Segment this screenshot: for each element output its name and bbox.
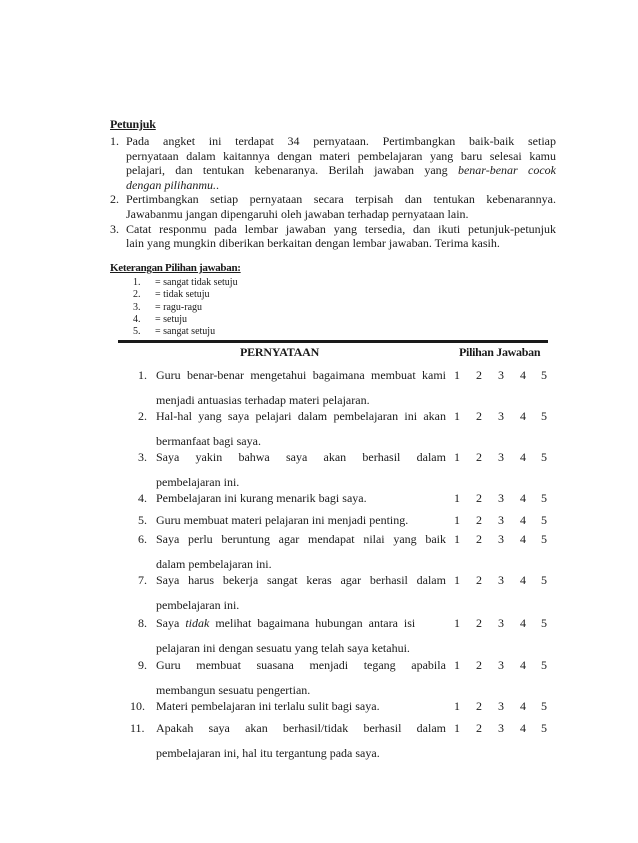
statement-word: akan	[323, 450, 347, 464]
option-number: 2.	[133, 289, 141, 301]
statement-word: mendapat	[307, 532, 355, 546]
statement-word: akan	[245, 721, 268, 735]
statement-word: dalam	[416, 450, 446, 464]
statement-word: perlu	[188, 532, 213, 546]
statement-word: tegang	[363, 658, 396, 672]
rating-scale	[130, 409, 550, 423]
rating-option[interactable]: 4	[520, 368, 526, 382]
statement-word: apabila	[411, 658, 446, 672]
answer-option	[133, 314, 238, 326]
statement-word: saya	[208, 721, 230, 735]
statement-column-header: PERNYATAAN	[240, 345, 320, 359]
answer-options-list	[133, 277, 238, 338]
statement-row	[130, 409, 550, 450]
rating-scale	[130, 616, 550, 630]
statement-line: pelajaran ini dengan sesuatu yang telah saya ketahui.	[156, 641, 410, 655]
statement-line: pembelajaran ini, hal itu tergantung pada saya.	[156, 746, 380, 760]
statement-word: Guru	[156, 368, 181, 382]
instruction-item	[110, 222, 556, 251]
instructions-heading: Petunjuk	[110, 117, 156, 131]
rating-option[interactable]: 5	[541, 513, 547, 527]
rating-scale	[130, 513, 550, 527]
statement-number: 7.	[138, 573, 147, 587]
answer-option	[133, 277, 238, 289]
rating-option[interactable]: 3	[498, 368, 504, 382]
statement-word: benar-benar	[187, 368, 245, 382]
rating-option[interactable]: 3	[498, 699, 504, 713]
statement-word: agar	[340, 573, 362, 587]
instructions-list	[110, 134, 556, 251]
statement-number: 9.	[138, 658, 147, 672]
statement-word: harus	[188, 573, 215, 587]
rating-option[interactable]: 4	[520, 721, 526, 735]
statement-word: suasana	[256, 658, 294, 672]
statement-word: yang	[393, 532, 417, 546]
statement-word: dalam	[416, 721, 446, 735]
rating-option[interactable]: 1	[454, 532, 460, 546]
statement-word: yakin	[195, 450, 223, 464]
rating-option[interactable]: 1	[454, 699, 460, 713]
statement-word: berhasil	[369, 573, 408, 587]
rating-option[interactable]: 2	[476, 450, 482, 464]
statement-word: dalam	[416, 573, 446, 587]
statement-word: Saya	[156, 532, 180, 546]
rating-scale	[130, 699, 550, 713]
statement-word: pembelajaran	[333, 409, 399, 423]
statement-word: berhasil	[363, 721, 402, 735]
rating-option[interactable]: 3	[498, 616, 504, 630]
table-top-rule	[118, 340, 548, 343]
statement-number: 8.	[138, 616, 147, 630]
instruction-italic-text: dengan pilihanmu.	[126, 177, 216, 192]
statement-row	[130, 368, 550, 409]
statement-line: bermanfaat bagi saya.	[156, 434, 261, 448]
rating-option[interactable]: 5	[541, 491, 547, 505]
rating-option[interactable]: 2	[476, 532, 482, 546]
rating-scale	[130, 721, 550, 735]
option-label: = ragu-ragu	[155, 301, 203, 313]
rating-option[interactable]: 1	[454, 721, 460, 735]
rating-option[interactable]: 4	[520, 491, 526, 505]
rating-option[interactable]: 5	[541, 368, 547, 382]
rating-option[interactable]: 4	[520, 658, 526, 672]
rating-option[interactable]: 3	[498, 573, 504, 587]
option-number: 4.	[133, 313, 141, 325]
statement-number: 2.	[138, 409, 147, 423]
rating-option[interactable]: 3	[498, 721, 504, 735]
rating-option[interactable]: 1	[454, 450, 460, 464]
rating-option[interactable]: 5	[541, 532, 547, 546]
rating-option[interactable]: 2	[476, 658, 482, 672]
rating-option[interactable]: 2	[476, 699, 482, 713]
answer-option	[133, 326, 238, 338]
rating-option[interactable]: 5	[541, 658, 547, 672]
rating-option[interactable]: 4	[520, 573, 526, 587]
instruction-line: lain yang mungkin diberikan berkaitan dengan lembar jawaban. Terima kasih.	[126, 236, 500, 251]
rating-scale	[130, 368, 550, 382]
statement-word: Guru membuat materi pelajaran ini menjadi penting.	[156, 513, 409, 527]
statement-line: dalam pembelajaran ini.	[156, 557, 272, 571]
statement-word: akan	[423, 409, 446, 423]
statement-word: yang	[198, 409, 222, 423]
statement-row	[130, 699, 550, 719]
rating-option[interactable]: 2	[476, 573, 482, 587]
rating-option[interactable]: 2	[476, 409, 482, 423]
statement-word: ini	[404, 409, 418, 423]
option-number: 1.	[133, 277, 141, 288]
instruction-line: Pertimbangkan setiap pernyataan secara terpisah dan tentukan kebenarannya.	[126, 192, 556, 207]
instruction-number: 2.	[110, 192, 119, 207]
statement-word: agar	[278, 532, 300, 546]
rating-option[interactable]: 5	[541, 409, 547, 423]
rating-option[interactable]: 2	[476, 513, 482, 527]
statement-line: membangun sesuatu pengertian.	[156, 683, 311, 697]
statement-number: 6.	[138, 532, 147, 546]
rating-option[interactable]: 4	[520, 699, 526, 713]
rating-option[interactable]: 4	[520, 616, 526, 630]
statement-row	[130, 721, 550, 762]
rating-option[interactable]: 3	[498, 491, 504, 505]
statement-word: pelajari	[255, 409, 292, 423]
statement-row	[130, 450, 550, 491]
rating-scale	[130, 532, 550, 546]
statement-word: sangat	[266, 573, 298, 587]
statement-row	[130, 616, 550, 657]
instruction-line: Pada angket ini terdapat 34 pernyataan. Pertimbangkan baik-baik setiap	[126, 134, 556, 148]
rating-option[interactable]: 1	[454, 658, 460, 672]
option-number: 5.	[133, 326, 141, 338]
instruction-item	[110, 134, 556, 192]
rating-scale	[130, 491, 550, 505]
rating-option[interactable]: 4	[520, 532, 526, 546]
rating-option[interactable]: 1	[454, 368, 460, 382]
option-label: = setuju	[155, 313, 188, 325]
instruction-line: Jawabanmu jangan dipengaruhi oleh jawaban terhadap pernyataan lain.	[126, 206, 469, 221]
statement-number: 4.	[138, 491, 147, 505]
answer-option	[133, 289, 238, 301]
rating-option[interactable]: 3	[498, 450, 504, 464]
statement-row	[130, 532, 550, 573]
statement-text-part: melihat bagaimana hubungan antara isi	[209, 616, 416, 630]
option-label: = tidak setuju	[155, 289, 210, 301]
rating-option[interactable]: 3	[498, 532, 504, 546]
rating-option[interactable]: 4	[520, 513, 526, 527]
statement-word: baik	[425, 532, 446, 546]
statement-number: 5.	[138, 513, 147, 527]
option-number: 3.	[133, 301, 141, 313]
choice-column-header: Pilihan Jawaban	[459, 345, 541, 359]
rating-option[interactable]: 5	[541, 721, 547, 735]
statement-line: pembelajaran ini.	[156, 475, 240, 489]
rating-option[interactable]: 1	[454, 491, 460, 505]
rating-option[interactable]: 5	[541, 699, 547, 713]
statement-number: 1.	[138, 368, 147, 382]
statement-word: Saya	[156, 573, 180, 587]
statement-row	[130, 513, 550, 533]
statement-word: saya	[285, 450, 308, 464]
rating-option[interactable]: 1	[454, 616, 460, 630]
instruction-item	[110, 192, 556, 221]
statement-word: membuat	[196, 658, 241, 672]
statement-italic-text: tidak	[185, 616, 210, 630]
option-label: = sangat tidak setuju	[155, 277, 238, 288]
statement-number: 3.	[138, 450, 147, 464]
rating-option[interactable]: 3	[498, 513, 504, 527]
statement-word: menjadi	[309, 658, 349, 672]
instruction-text: pelajari, dan tentukan kebenaranya. Berilah jawaban yang	[126, 163, 458, 178]
statement-word: saya	[227, 409, 250, 423]
rating-option[interactable]: 3	[498, 658, 504, 672]
statement-word: membuat	[371, 368, 416, 382]
statement-word: keras	[306, 573, 332, 587]
statement-row	[130, 573, 550, 614]
answer-option	[133, 302, 238, 314]
instruction-italic-text: benar-benar cocok	[457, 163, 556, 178]
answer-key-heading: Keterangan Pilihan jawaban:	[110, 262, 241, 274]
instruction-line	[126, 178, 556, 193]
statement-word: beruntung	[221, 532, 270, 546]
statement-word: berhasil/tidak	[282, 721, 349, 735]
rating-option[interactable]: 2	[476, 616, 482, 630]
rating-option[interactable]: 2	[476, 491, 482, 505]
statement-word: mengetahui	[250, 368, 307, 382]
rating-option[interactable]: 1	[454, 513, 460, 527]
instruction-number: 1.	[110, 134, 119, 148]
rating-scale	[130, 658, 550, 672]
statement-word: bagaimana	[312, 368, 365, 382]
rating-scale	[130, 573, 550, 587]
statement-row	[130, 491, 550, 511]
instruction-line: pernyataan dalam kaitannya dengan materi pembelajaran yang baru selesai kamu	[126, 148, 556, 163]
statement-word: Saya	[156, 450, 180, 464]
instruction-text: .	[216, 177, 219, 192]
option-label: = sangat setuju	[155, 326, 216, 338]
statement-word: berhasil	[362, 450, 401, 464]
rating-option[interactable]: 4	[520, 450, 526, 464]
statement-row	[130, 658, 550, 699]
instruction-line	[126, 163, 556, 178]
statement-word: bekerja	[222, 573, 259, 587]
rating-option[interactable]: 5	[541, 450, 547, 464]
statement-line: pembelajaran ini.	[156, 598, 240, 612]
statement-number: 11.	[130, 721, 145, 735]
rating-option[interactable]: 5	[541, 573, 547, 587]
statement-word: kami	[422, 368, 446, 382]
rating-option[interactable]: 1	[454, 409, 460, 423]
statement-word: Apakah	[156, 721, 194, 735]
rating-option[interactable]: 1	[454, 573, 460, 587]
rating-scale	[130, 450, 550, 464]
rating-option[interactable]: 2	[476, 368, 482, 382]
statement-word: Hal-hal	[156, 409, 192, 423]
statement-word: Materi pembelajaran ini terlalu sulit bagi saya.	[156, 699, 380, 713]
statement-number: 10.	[130, 699, 145, 713]
statement-word: nilai	[363, 532, 385, 546]
statement-word: dalam	[297, 409, 328, 423]
statement-line: menjadi antuasias terhadap materi pelajaran.	[156, 393, 370, 407]
instruction-line: Catat responmu pada lembar jawaban yang tersedia, dan ikuti petunjuk-petunjuk	[126, 221, 556, 236]
instruction-number: 3.	[110, 221, 119, 236]
rating-option[interactable]: 5	[541, 616, 547, 630]
rating-option[interactable]: 3	[498, 409, 504, 423]
rating-option[interactable]: 2	[476, 721, 482, 735]
rating-option[interactable]: 4	[520, 409, 526, 423]
statement-word: bahwa	[238, 450, 270, 464]
statement-text-part: Saya	[156, 616, 186, 630]
statement-word: Pembelajaran ini kurang menarik bagi saya.	[156, 491, 367, 505]
statement-word: Guru	[156, 658, 181, 672]
